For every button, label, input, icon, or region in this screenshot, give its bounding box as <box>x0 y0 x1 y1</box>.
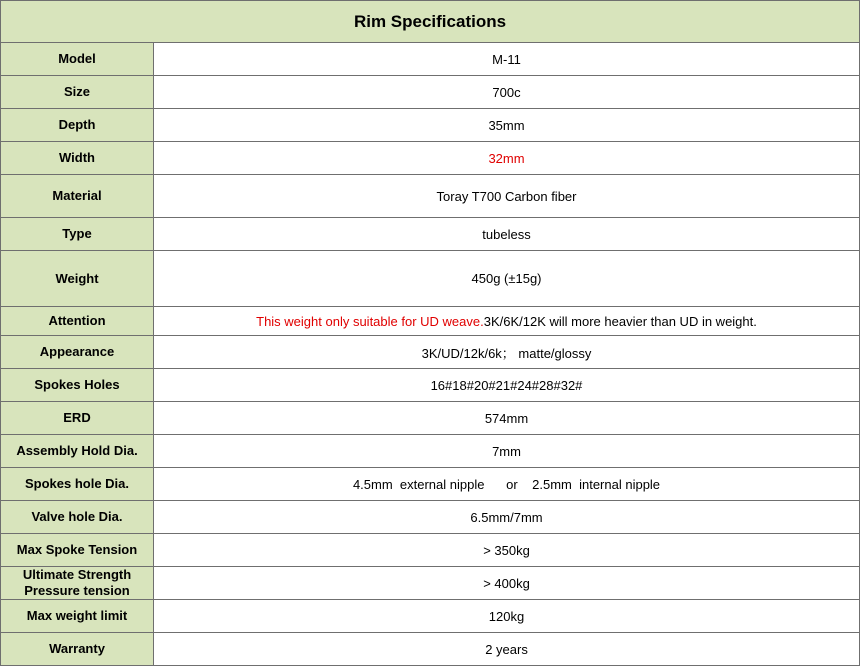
spec-row-attention <box>1 307 860 336</box>
spec-row-ultimate-strength <box>1 567 860 600</box>
spec-row-depth <box>1 109 860 142</box>
spec-value: 3K/UD/12k/6k； matte/glossy <box>154 336 860 369</box>
spec-label: Depth <box>1 109 154 142</box>
spec-row-spokes-holes <box>1 369 860 402</box>
spec-label: Width <box>1 142 154 175</box>
spec-row-type <box>1 218 860 251</box>
spec-row-max-weight-limit <box>1 600 860 633</box>
spec-label: Assembly Hold Dia. <box>1 435 154 468</box>
spec-value: 16#18#20#21#24#28#32# <box>154 369 860 402</box>
spec-value: Toray T700 Carbon fiber <box>154 175 860 218</box>
attention-note-text: 3K/6K/12K will more heavier than UD in weight. <box>483 313 757 329</box>
spec-row-valve-hole-dia <box>1 501 860 534</box>
spec-value: 574mm <box>154 402 860 435</box>
spec-label-line: Pressure tension <box>24 583 130 598</box>
spec-value: > 350kg <box>154 534 860 567</box>
spec-label: Attention <box>1 307 154 336</box>
spec-label: Spokes Holes <box>1 369 154 402</box>
spec-label: Model <box>1 43 154 76</box>
spec-label <box>1 567 154 600</box>
table-title: Rim Specifications <box>1 1 860 43</box>
spec-label-line: Ultimate Strength <box>22 567 132 582</box>
spec-value: 4.5mm external nipple or 2.5mm internal nipple <box>154 468 860 501</box>
spec-value: 120kg <box>154 600 860 633</box>
spec-row-max-spoke-tension <box>1 534 860 567</box>
spec-row-appearance <box>1 336 860 369</box>
spec-value: 700c <box>154 76 860 109</box>
spec-label: Material <box>1 175 154 218</box>
spec-row-warranty <box>1 633 860 666</box>
spec-row-width <box>1 142 860 175</box>
spec-label: Size <box>1 76 154 109</box>
spec-label: Warranty <box>1 633 154 666</box>
spec-value: 35mm <box>154 109 860 142</box>
spec-label: Appearance <box>1 336 154 369</box>
spec-value: M-11 <box>154 43 860 76</box>
spec-label: Type <box>1 218 154 251</box>
spec-value: > 400kg <box>154 567 860 600</box>
spec-row-material <box>1 175 860 218</box>
title-row <box>1 1 860 43</box>
spec-value: 32mm <box>154 142 860 175</box>
spec-label: Weight <box>1 251 154 307</box>
spec-label: Valve hole Dia. <box>1 501 154 534</box>
spec-label: Spokes hole Dia. <box>1 468 154 501</box>
spec-row-erd <box>1 402 860 435</box>
spec-value: tubeless <box>154 218 860 251</box>
spec-row-assembly-hold-dia <box>1 435 860 468</box>
spec-value: 7mm <box>154 435 860 468</box>
attention-warning-text: This weight only suitable for UD weave. <box>256 313 484 329</box>
spec-value: 2 years <box>154 633 860 666</box>
spec-label: Max Spoke Tension <box>1 534 154 567</box>
spec-label: ERD <box>1 402 154 435</box>
spec-row-size <box>1 76 860 109</box>
spec-row-weight <box>1 251 860 307</box>
spec-row-spokes-hole-dia <box>1 468 860 501</box>
spec-row-model <box>1 43 860 76</box>
spec-value <box>154 307 860 336</box>
spec-value: 450g (±15g) <box>154 251 860 307</box>
spec-value: 6.5mm/7mm <box>154 501 860 534</box>
spec-label: Max weight limit <box>1 600 154 633</box>
